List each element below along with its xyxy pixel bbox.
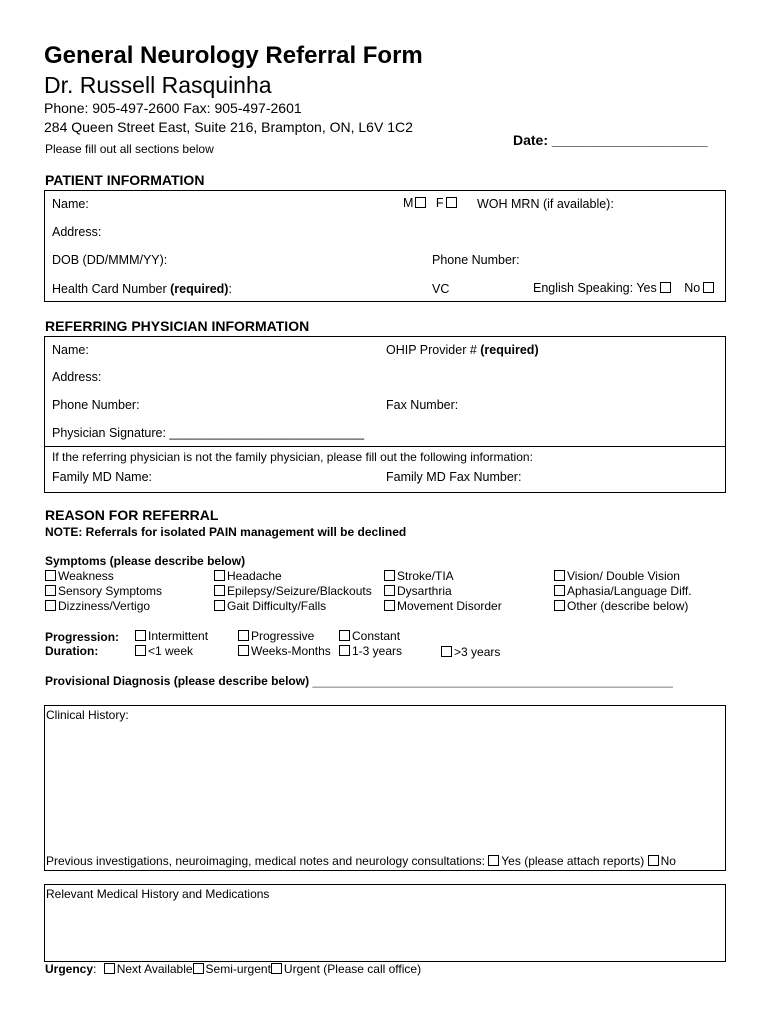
duration-label: Duration: xyxy=(45,644,99,658)
urgency-label: Urgency xyxy=(45,962,94,976)
investigations-question xyxy=(46,854,676,868)
form-instruction: Please fill out all sections below xyxy=(45,142,214,156)
option-label: Constant xyxy=(352,629,401,643)
symptom-label: Gait Difficulty/Falls xyxy=(227,599,327,613)
symptom-label: Headache xyxy=(227,569,282,583)
checkbox[interactable] xyxy=(339,630,350,641)
investigations-no-checkbox[interactable] xyxy=(648,855,659,866)
option-label: Progressive xyxy=(251,629,315,643)
urgency-option-label: Semi-urgent xyxy=(205,962,271,976)
duration-weeks-months[interactable] xyxy=(238,644,331,658)
investigations-no-label: No xyxy=(660,854,676,868)
symptom-label: Aphasia/Language Diff. xyxy=(567,584,692,598)
patient-name-field[interactable]: Name: xyxy=(52,197,89,211)
checkbox[interactable] xyxy=(384,570,395,581)
option-label: <1 week xyxy=(148,644,194,658)
duration-over-3-years[interactable] xyxy=(441,645,500,659)
progression-constant[interactable] xyxy=(339,629,400,643)
ohip-field[interactable] xyxy=(386,343,539,357)
progression-label: Progression: xyxy=(45,630,120,644)
office-address: 284 Queen Street East, Suite 216, Brampton, ON, L6V 1C2 xyxy=(44,119,413,135)
symptom-label: Sensory Symptoms xyxy=(58,584,163,598)
english-yes-checkbox[interactable] xyxy=(660,282,671,293)
symptom-label: Dysarthria xyxy=(397,584,452,598)
symptom-gait[interactable] xyxy=(214,599,326,613)
symptom-label: Stroke/TIA xyxy=(397,569,454,583)
progression-intermittent[interactable] xyxy=(135,629,208,643)
reason-section-heading: REASON FOR REFERRAL xyxy=(45,507,219,523)
symptom-other[interactable] xyxy=(554,599,688,613)
provisional-label: Provisional Diagnosis (please describe below) xyxy=(45,674,310,688)
checkbox[interactable] xyxy=(554,570,565,581)
required-tag: (required) xyxy=(480,343,539,357)
divider xyxy=(44,446,726,447)
health-card-field[interactable] xyxy=(52,282,232,296)
required-tag: (required) xyxy=(170,282,229,296)
clinical-history-box[interactable] xyxy=(44,705,726,871)
provisional-line: ______________________________________________________ xyxy=(312,674,673,688)
english-yes-label: English Speaking: Yes xyxy=(533,281,657,295)
patient-phone-field[interactable]: Phone Number: xyxy=(432,253,520,267)
office-contact: Phone: 905-497-2600 Fax: 905-497-2601 xyxy=(44,100,302,116)
patient-address-field[interactable]: Address: xyxy=(52,225,102,239)
symptom-label: Epilepsy/Seizure/Blackouts xyxy=(227,584,372,598)
ohip-label: OHIP Provider # xyxy=(386,343,481,357)
checkbox[interactable] xyxy=(45,600,56,611)
version-code-field[interactable]: VC xyxy=(432,282,450,296)
colon: : xyxy=(228,282,232,296)
option-label: >3 years xyxy=(454,645,501,659)
checkbox[interactable] xyxy=(238,630,249,641)
symptom-sensory[interactable] xyxy=(45,584,162,598)
checkbox[interactable] xyxy=(554,585,565,596)
sex-female-label: F xyxy=(435,196,444,210)
symptom-headache[interactable] xyxy=(214,569,282,583)
checkbox[interactable] xyxy=(441,646,452,657)
date-field[interactable]: Date: ____________________ xyxy=(513,132,708,148)
physician-signature-field[interactable]: Physician Signature: ____________________________ xyxy=(52,426,365,440)
referring-fax-field[interactable]: Fax Number: xyxy=(386,398,459,412)
checkbox[interactable] xyxy=(238,645,249,656)
urgency-row xyxy=(45,962,421,976)
symptom-dysarthria[interactable] xyxy=(384,584,452,598)
duration-1-3-years[interactable] xyxy=(339,644,402,658)
checkbox[interactable] xyxy=(214,570,225,581)
colon: : xyxy=(93,962,97,976)
symptom-epilepsy[interactable] xyxy=(214,584,372,598)
symptom-stroke[interactable] xyxy=(384,569,454,583)
health-card-label: Health Card Number xyxy=(52,282,171,296)
checkbox[interactable] xyxy=(135,645,146,656)
investigations-label: Previous investigations, neuroimaging, medical notes and neurology consultations: xyxy=(46,854,485,868)
family-md-name-field[interactable]: Family MD Name: xyxy=(52,470,153,484)
sex-male-label: M xyxy=(403,196,414,210)
symptom-weakness[interactable] xyxy=(45,569,114,583)
urgency-next-available-checkbox[interactable] xyxy=(104,963,115,974)
duration-less-week[interactable] xyxy=(135,644,193,658)
clinical-history-label: Clinical History: xyxy=(46,708,129,722)
symptom-movement[interactable] xyxy=(384,599,502,613)
doctor-name: Dr. Russell Rasquinha xyxy=(44,72,272,98)
checkbox[interactable] xyxy=(45,585,56,596)
sex-selector xyxy=(403,196,459,210)
provisional-diagnosis-field[interactable] xyxy=(45,674,673,688)
referring-name-field[interactable]: Name: xyxy=(52,343,89,357)
checkbox[interactable] xyxy=(384,585,395,596)
woh-mrn-field[interactable]: WOH MRN (if available): xyxy=(477,197,614,211)
family-md-fax-field[interactable]: Family MD Fax Number: xyxy=(386,470,522,484)
progression-progressive[interactable] xyxy=(238,629,314,643)
urgency-urgent-checkbox[interactable] xyxy=(271,963,282,974)
patient-dob-field[interactable]: DOB (DD/MMM/YY): xyxy=(52,253,168,267)
pain-note: NOTE: Referrals for isolated PAIN management will be declined xyxy=(45,525,407,539)
checkbox[interactable] xyxy=(384,600,395,611)
investigations-yes-checkbox[interactable] xyxy=(488,855,499,866)
urgency-option-label: Urgent (Please call office) xyxy=(283,962,422,976)
referring-phone-field[interactable]: Phone Number: xyxy=(52,398,140,412)
english-no-checkbox[interactable] xyxy=(703,282,714,293)
sex-female-checkbox[interactable] xyxy=(446,197,457,208)
symptom-dizziness[interactable] xyxy=(45,599,150,613)
option-label: Intermittent xyxy=(148,629,209,643)
investigations-yes-label: Yes (please attach reports) xyxy=(501,854,645,868)
symptom-label: Other (describe below) xyxy=(567,599,689,613)
urgency-option-label: Next Available xyxy=(116,962,193,976)
checkbox[interactable] xyxy=(339,645,350,656)
symptom-label: Vision/ Double Vision xyxy=(567,569,680,583)
patient-section-heading: PATIENT INFORMATION xyxy=(45,172,205,188)
option-label: 1-3 years xyxy=(352,644,403,658)
checkbox[interactable] xyxy=(45,570,56,581)
option-label: Weeks-Months xyxy=(251,644,331,658)
referring-section-heading: REFERRING PHYSICIAN INFORMATION xyxy=(45,318,310,334)
family-physician-note: If the referring physician is not the family physician, please fill out the following information: xyxy=(52,450,533,464)
symptom-label: Weakness xyxy=(58,569,114,583)
checkbox[interactable] xyxy=(135,630,146,641)
symptom-aphasia[interactable] xyxy=(554,584,692,598)
medical-history-label: Relevant Medical History and Medications xyxy=(46,887,270,901)
symptom-label: Movement Disorder xyxy=(397,599,502,613)
urgency-semi-urgent-checkbox[interactable] xyxy=(193,963,204,974)
checkbox[interactable] xyxy=(554,600,565,611)
checkbox[interactable] xyxy=(214,600,225,611)
referring-address-field[interactable]: Address: xyxy=(52,370,102,384)
checkbox[interactable] xyxy=(214,585,225,596)
symptom-label: Dizziness/Vertigo xyxy=(58,599,151,613)
english-speaking-selector xyxy=(533,281,716,295)
symptoms-label: Symptoms (please describe below) xyxy=(45,554,246,568)
symptom-vision[interactable] xyxy=(554,569,680,583)
form-title: General Neurology Referral Form xyxy=(44,42,423,69)
english-no-label: No xyxy=(684,281,701,295)
sex-male-checkbox[interactable] xyxy=(415,197,426,208)
